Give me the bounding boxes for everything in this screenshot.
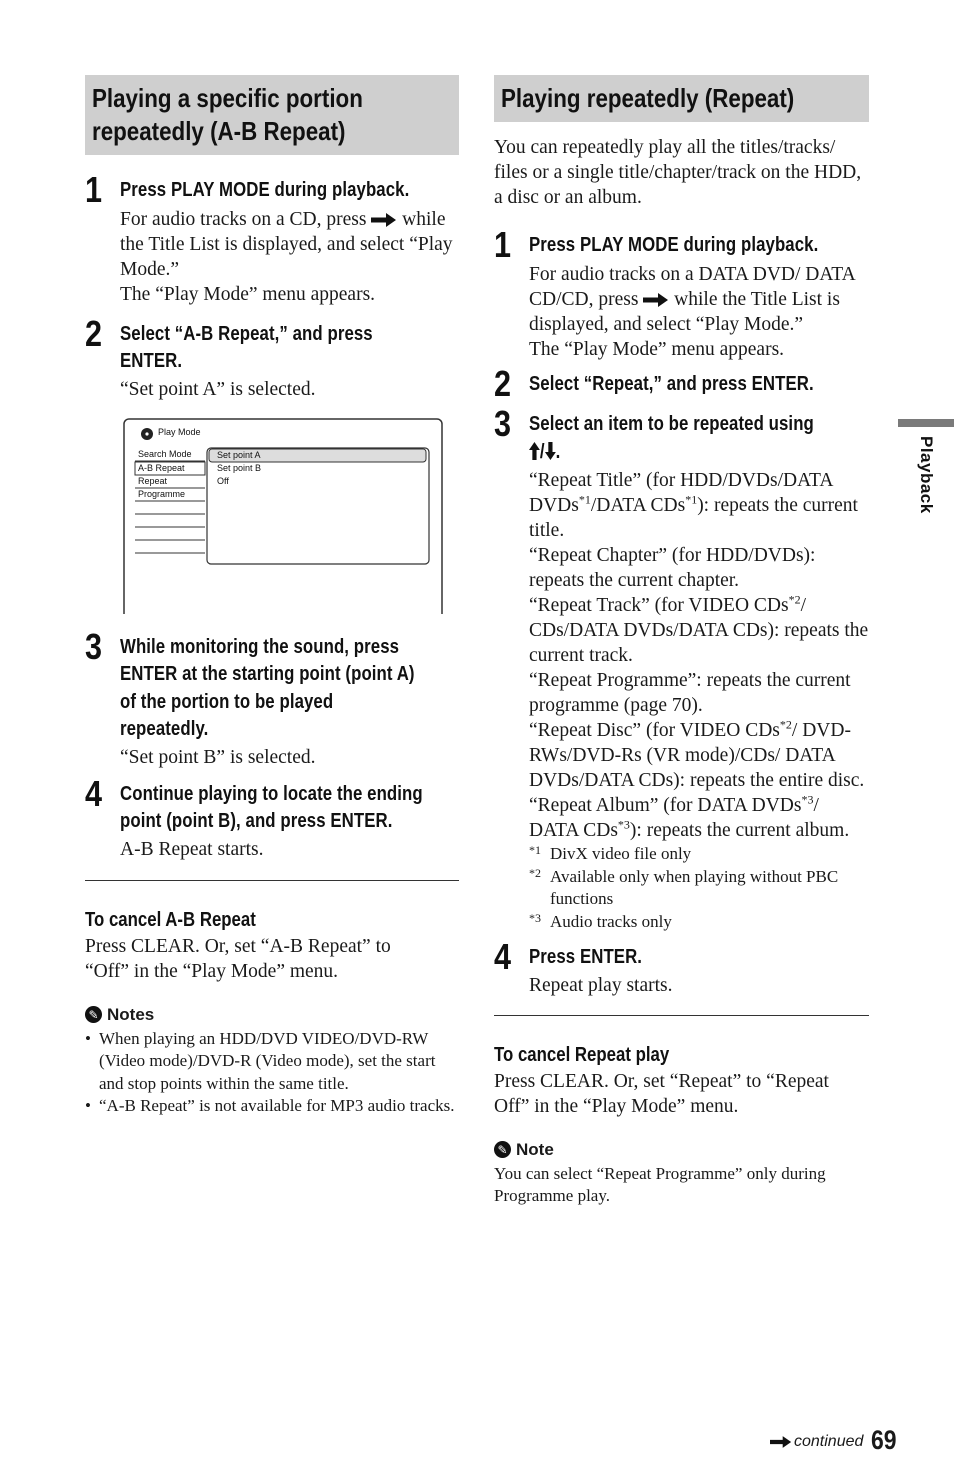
repeat-track-item [529, 593, 869, 668]
step-title [529, 411, 869, 466]
step-body: A-B Repeat starts. [120, 838, 264, 860]
footnote-mark: *3 [529, 910, 541, 925]
step-title: Press PLAY MODE during playback. [120, 179, 410, 201]
step-title-suffix: . [555, 440, 561, 463]
step-title-line: Select “A-B Repeat,” and press [120, 322, 373, 345]
footnote-text: DivX video file only [550, 844, 692, 863]
note-icon: ✎ [494, 1141, 511, 1158]
step-title: Select “Repeat,” and press ENTER. [529, 372, 814, 395]
step-title: Press ENTER. [529, 946, 643, 968]
footnote-mark: *3 [617, 817, 630, 832]
step-title-line: / . [529, 439, 869, 467]
repeat-album-item [529, 793, 869, 843]
note-body: You can select “Repeat Programme” only during Programme play. [494, 1163, 826, 1205]
continued-text: continued [794, 1433, 864, 1450]
ab-step-2 [85, 312, 459, 402]
screen-option: Set point B [217, 462, 262, 473]
section-tab-marker [898, 419, 954, 427]
right-arrow-icon [643, 292, 669, 308]
step-body-text: while the Title List is displayed, and select “Play Mode.” [529, 288, 840, 335]
footnote-mark: *2 [529, 865, 541, 880]
page-number: 69 [871, 1425, 897, 1455]
cancel-repeat-heading: To cancel Repeat play [494, 1043, 670, 1066]
step-body: “Set point A” is selected. [120, 378, 316, 400]
footnote-mark: *2 [788, 592, 801, 607]
play-mode-screen [123, 418, 443, 614]
step-title-line: Continue playing to locate the ending [120, 782, 423, 805]
repeat-step-2 [494, 362, 869, 404]
notes-list [85, 1028, 459, 1118]
step-body-text: For audio tracks on a DATA DVD/ DATA CD/CD, press [529, 263, 855, 310]
ab-step-4 [85, 772, 459, 862]
repeat-intro: You can repeatedly play all the titles/tracks/ files or a single title/chapter/track on the HDD, a disc or an album. [494, 137, 862, 208]
footnote-text: Audio tracks only [550, 911, 672, 931]
ab-repeat-section-header [85, 75, 459, 155]
list-item: • When playing an HDD/DVD VIDEO/DVD-RW (Video mode)/DVD-R (Video mode), set the start and stop points within the same title. [85, 1028, 459, 1096]
repeat-items [529, 468, 869, 843]
item-text: “Repeat Disc” (for VIDEO CDs [529, 720, 780, 741]
repeat-step-4 [494, 936, 869, 998]
repeat-title-item [529, 468, 869, 543]
step-title-line: While monitoring the sound, press [120, 635, 400, 658]
up-arrow-icon [529, 442, 540, 460]
footnote [529, 866, 869, 911]
repeat-step-3 [494, 403, 869, 933]
left-column [85, 75, 459, 1118]
step-title-line: ENTER. [120, 350, 183, 372]
down-arrow-icon [545, 442, 556, 460]
item-text: ): repeats the current title. [529, 495, 858, 541]
footnote-mark: *1 [685, 492, 698, 507]
list-item: • “A-B Repeat” is not available for MP3 audio tracks. [85, 1095, 459, 1118]
repeat-programme-item: “Repeat Programme”: repeats the current programme (page 70). [529, 670, 851, 716]
step-body-text: while the Title List is displayed, and select “Play Mode.” [120, 208, 453, 280]
footnote-text: Available only when playing without PBC functions [550, 866, 839, 908]
note-heading-label: Note [516, 1139, 554, 1159]
cancel-ab-body: Press CLEAR. Or, set “A-B Repeat” to “Off” in the “Play Mode” menu. [85, 935, 391, 982]
screen-menu-item: A-B Repeat [138, 462, 185, 473]
step-number: 3 [494, 403, 512, 444]
header-line: repeatedly (A-B Repeat) [92, 116, 346, 146]
right-column [494, 75, 869, 1208]
item-text: /DATA CDs [590, 495, 686, 516]
repeat-disc-item [529, 718, 869, 793]
step-number: 4 [85, 772, 103, 814]
item-text: / DATA CDs [529, 795, 819, 841]
repeat-section-header [494, 75, 869, 122]
step-body: “Set point B” is selected. [120, 746, 316, 768]
page-footer [770, 1425, 901, 1456]
step-title [120, 781, 459, 836]
step-title-line: of the portion to be played [120, 690, 334, 713]
step-title-line: ENTER at the starting point (point A) [120, 663, 415, 685]
step-title: Press PLAY MODE during playback. [529, 234, 819, 256]
footnotes [529, 843, 869, 933]
note-heading [494, 1139, 869, 1161]
step-body [120, 207, 459, 307]
footnote-mark: *2 [779, 717, 792, 732]
screen-option: Off [217, 475, 229, 486]
step-number: 4 [494, 936, 512, 977]
step-body-text: For audio tracks on a CD, press [120, 208, 367, 230]
footnote [529, 843, 869, 866]
step-title [120, 634, 459, 744]
step-title-line: Select an item to be repeated using [529, 413, 814, 435]
step-title [120, 321, 459, 376]
header-line: Playing repeatedly (Repeat) [501, 83, 795, 113]
step-body [529, 262, 869, 362]
item-text: “Repeat Track” (for VIDEO CDs [529, 595, 789, 616]
note-icon: ✎ [85, 1006, 102, 1023]
step-title-line: repeatedly. [120, 718, 209, 740]
screen-menu-item: Programme [138, 488, 186, 499]
screen-frame [123, 418, 443, 614]
item-text: ): repeats the current album. [629, 820, 850, 841]
notes-heading [85, 1004, 459, 1026]
step-number: 2 [85, 312, 103, 354]
step-number: 1 [85, 169, 103, 210]
ab-step-3 [85, 625, 459, 770]
screen-option: Set point A [217, 449, 261, 460]
repeat-step-1 [494, 224, 869, 362]
step-number: 3 [85, 625, 103, 667]
step-body-text: The “Play Mode” menu appears. [529, 338, 785, 360]
ab-step-1 [85, 169, 459, 307]
step-title-line: point (point B), and press ENTER. [120, 810, 393, 832]
screen-title: Play Mode [158, 426, 201, 437]
right-arrow-icon [371, 212, 397, 228]
item-text: “Repeat Album” (for DATA DVDs [529, 795, 802, 816]
header-line: Playing a specific portion [92, 83, 363, 113]
step-body-text: The “Play Mode” menu appears. [120, 283, 376, 305]
step-number: 1 [494, 224, 512, 265]
step-number: 2 [494, 362, 512, 404]
cancel-ab-heading: To cancel A-B Repeat [85, 908, 256, 931]
screen-menu-item: Search Mode [138, 448, 192, 459]
item-text: “Repeat Title” (for HDD/DVDs/DATA DVDs [529, 470, 833, 516]
footnote-mark: *3 [801, 792, 814, 807]
repeat-chapter-item: “Repeat Chapter” (for HDD/DVDs): repeats the current chapter. [529, 545, 816, 591]
item-text: / DVD-RWs/DVD-Rs (VR mode)/CDs/ DATA DVDs/DATA CDs): repeats the entire disc. [529, 720, 865, 791]
footnote-mark: *1 [578, 492, 591, 507]
notes-heading-label: Notes [107, 1004, 155, 1024]
footnote-mark: *1 [529, 843, 541, 857]
continued-label [770, 1433, 863, 1451]
right-arrow-icon [770, 1435, 792, 1449]
section-side-label: Playback [917, 436, 936, 514]
cancel-repeat-body: Press CLEAR. Or, set “Repeat” to “Repeat Off” in the “Play Mode” menu. [494, 1070, 829, 1117]
item-text: / CDs/DATA DVDs/DATA CDs): repeats the current track. [529, 595, 869, 666]
screen-menu-item: Repeat [138, 475, 168, 486]
step-body: Repeat play starts. [529, 974, 673, 996]
footnote [529, 911, 869, 934]
